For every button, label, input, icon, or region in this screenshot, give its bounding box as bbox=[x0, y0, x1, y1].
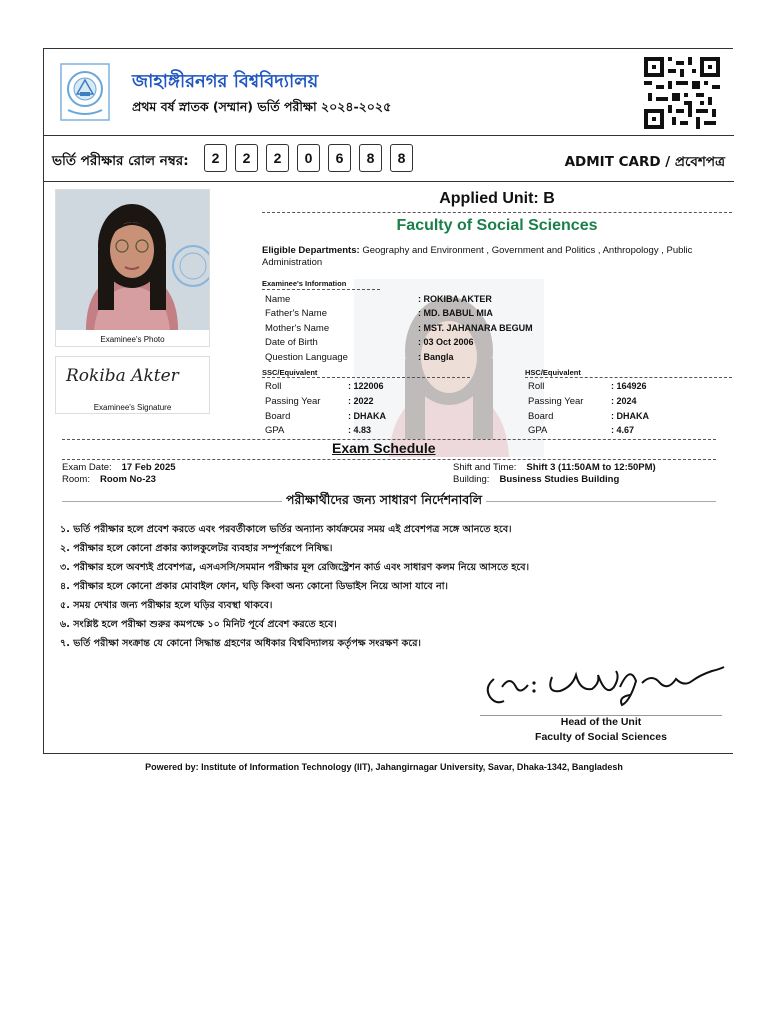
info-value-language: : Bangla bbox=[418, 352, 454, 362]
admit-card-label: ADMIT CARD / প্রবেশপত্র bbox=[564, 154, 725, 170]
instruction-item: ৫. সময় দেখার জন্য পরীক্ষার হলে ঘড়ির ব্যবস্থা থাকবে। bbox=[60, 600, 273, 611]
divider bbox=[44, 181, 734, 182]
university-name: জাহাঙ্গীরনগর বিশ্ববিদ্যালয় bbox=[132, 71, 319, 92]
shift-value: Shift 3 (11:50AM to 12:50PM) bbox=[526, 462, 656, 473]
examinee-signature: Rokiba Akter bbox=[66, 366, 179, 386]
info-label-name: Name bbox=[265, 294, 291, 305]
applied-unit: Applied Unit: B bbox=[439, 190, 555, 207]
roll-digit: 2 bbox=[266, 144, 289, 172]
examinee-photo bbox=[55, 189, 210, 347]
exam-room bbox=[62, 474, 156, 485]
info-value-father: : MD. BABUL MIA bbox=[418, 308, 493, 318]
watermark-photo bbox=[354, 279, 544, 457]
ssc-value-roll: : 122006 bbox=[348, 381, 384, 391]
instruction-item: ২. পরীক্ষার হলে কোনো প্রকার ক্যালকুলেটর ব্যবহার সম্পূর্ণরূপে নিষিদ্ধ। bbox=[60, 543, 333, 554]
divider bbox=[525, 377, 732, 378]
roll-number-boxes bbox=[204, 144, 413, 172]
admit-card bbox=[43, 48, 733, 754]
ssc-value-year: : 2022 bbox=[348, 396, 374, 406]
photo-caption: Examinee's Photo bbox=[100, 335, 165, 344]
head-of-unit bbox=[480, 715, 722, 745]
instruction-item: ৬. সংশ্লিষ্ট হলে পরীক্ষা শুরুর কমপক্ষে ১০ মিনিট পূর্বে প্রবেশ করতে হবে। bbox=[60, 619, 337, 630]
ssc-label-board: Board bbox=[265, 411, 291, 422]
hsc-label-gpa: GPA bbox=[528, 425, 548, 436]
exam-building bbox=[453, 474, 619, 485]
ssc-value-board: : DHAKA bbox=[348, 411, 386, 421]
examinee-info-heading: Examinee's Information bbox=[262, 279, 347, 288]
head-title-line2: Faculty of Social Sciences bbox=[535, 731, 667, 743]
info-label-father: Father's Name bbox=[265, 308, 328, 319]
hsc-value-roll: : 164926 bbox=[611, 381, 647, 391]
exam-date-label: Exam Date: bbox=[62, 462, 112, 473]
exam-title: প্রথম বর্ষ স্নাতক (সম্মান) ভর্তি পরীক্ষা ২০২৪-২০২৫ bbox=[132, 99, 392, 114]
divider bbox=[262, 212, 732, 213]
building-label: Building: bbox=[453, 474, 490, 485]
university-logo-icon bbox=[60, 63, 110, 121]
hsc-value-gpa: : 4.67 bbox=[611, 425, 635, 435]
info-label-dob: Date of Birth bbox=[265, 337, 318, 348]
footer-powered-by: Powered by: Institute of Information Technology (IIT), Jahangirnagar University, Savar, Dhaka-1342, Bangladesh bbox=[145, 762, 623, 772]
info-label-mother: Mother's Name bbox=[265, 323, 330, 334]
signature-caption: Examinee's Signature bbox=[93, 403, 172, 412]
ssc-label-roll: Roll bbox=[265, 381, 282, 392]
roll-digit: 0 bbox=[297, 144, 320, 172]
roll-digit: 2 bbox=[204, 144, 227, 172]
building-value: Business Studies Building bbox=[499, 474, 620, 485]
room-label: Room: bbox=[62, 474, 90, 485]
eligible-departments bbox=[262, 245, 732, 269]
ssc-label-year: Passing Year bbox=[265, 396, 321, 407]
exam-date-value: 17 Feb 2025 bbox=[121, 462, 176, 473]
instruction-item: ১. ভর্তি পরীক্ষার হলে প্রবেশ করতে এবং পরবর্তীকালে ভর্তির অন্যান্য কার্যক্রমের সময় এই প্রবেশপত্র সঙ্গে আনতে হবে। bbox=[60, 524, 512, 535]
hsc-label-roll: Roll bbox=[528, 381, 545, 392]
hsc-value-board: : DHAKA bbox=[611, 411, 649, 421]
roll-digit: 6 bbox=[328, 144, 351, 172]
shift-label: Shift and Time: bbox=[453, 462, 517, 473]
divider bbox=[62, 459, 716, 460]
info-value-mother: : MST. JAHANARA BEGUM bbox=[418, 323, 533, 333]
eligible-label: Eligible Departments: bbox=[262, 245, 360, 256]
instruction-item: ৩. পরীক্ষার হলে অবশ্যই প্রবেশপত্র, এসএসসি/সমমান পরীক্ষার মূল রেজিস্ট্রেশন কার্ড এবং সাধারণ কলম নিয়ে আসতে হবে। bbox=[60, 562, 530, 573]
info-value-dob: : 03 Oct 2006 bbox=[418, 337, 474, 347]
head-title-line1: Head of the Unit bbox=[560, 716, 642, 728]
faculty-name: Faculty of Social Sciences bbox=[396, 217, 598, 234]
instructions-title: পরীক্ষার্থীদের জন্য সাধারণ নির্দেশনাবলি bbox=[282, 492, 486, 512]
room-value: Room No-23 bbox=[99, 474, 156, 485]
roll-digit: 8 bbox=[359, 144, 382, 172]
divider bbox=[44, 135, 734, 136]
divider bbox=[262, 377, 470, 378]
info-value-name: : ROKIBA AKTER bbox=[418, 294, 492, 304]
ssc-heading: SSC/Equivalent bbox=[262, 368, 318, 377]
hsc-label-board: Board bbox=[528, 411, 554, 422]
exam-date bbox=[62, 462, 176, 473]
roll-number-label: ভর্তি পরীক্ষার রোল নম্বর: bbox=[52, 153, 189, 169]
head-signature bbox=[480, 657, 726, 713]
exam-shift bbox=[453, 462, 656, 473]
qr-code-icon bbox=[644, 57, 720, 129]
exam-schedule-title: Exam Schedule bbox=[332, 440, 436, 456]
hsc-label-year: Passing Year bbox=[528, 396, 584, 407]
hsc-heading: HSC/Equivalent bbox=[525, 368, 581, 377]
instruction-item: ৭. ভর্তি পরীক্ষা সংক্রান্ত যে কোনো সিদ্ধান্ত গ্রহণের অধিকার বিশ্ববিদ্যালয় কর্তৃপক্ষ সংরক্ষণ করে। bbox=[60, 638, 421, 649]
eligible-value: Geography and Environment , Government and Politics , Anthropology , Public Administration bbox=[262, 245, 693, 268]
roll-digit: 2 bbox=[235, 144, 258, 172]
ssc-value-gpa: : 4.83 bbox=[348, 425, 372, 435]
hsc-value-year: : 2024 bbox=[611, 396, 637, 406]
roll-digit: 8 bbox=[390, 144, 413, 172]
instruction-item: ৪. পরীক্ষার হলে কোনো প্রকার মোবাইল ফোন, ঘড়ি কিংবা অন্য কোনো ডিভাইস নিয়ে আসা যাবে না। bbox=[60, 581, 448, 592]
divider bbox=[262, 289, 380, 290]
ssc-label-gpa: GPA bbox=[265, 425, 285, 436]
info-label-language: Question Language bbox=[265, 352, 348, 363]
